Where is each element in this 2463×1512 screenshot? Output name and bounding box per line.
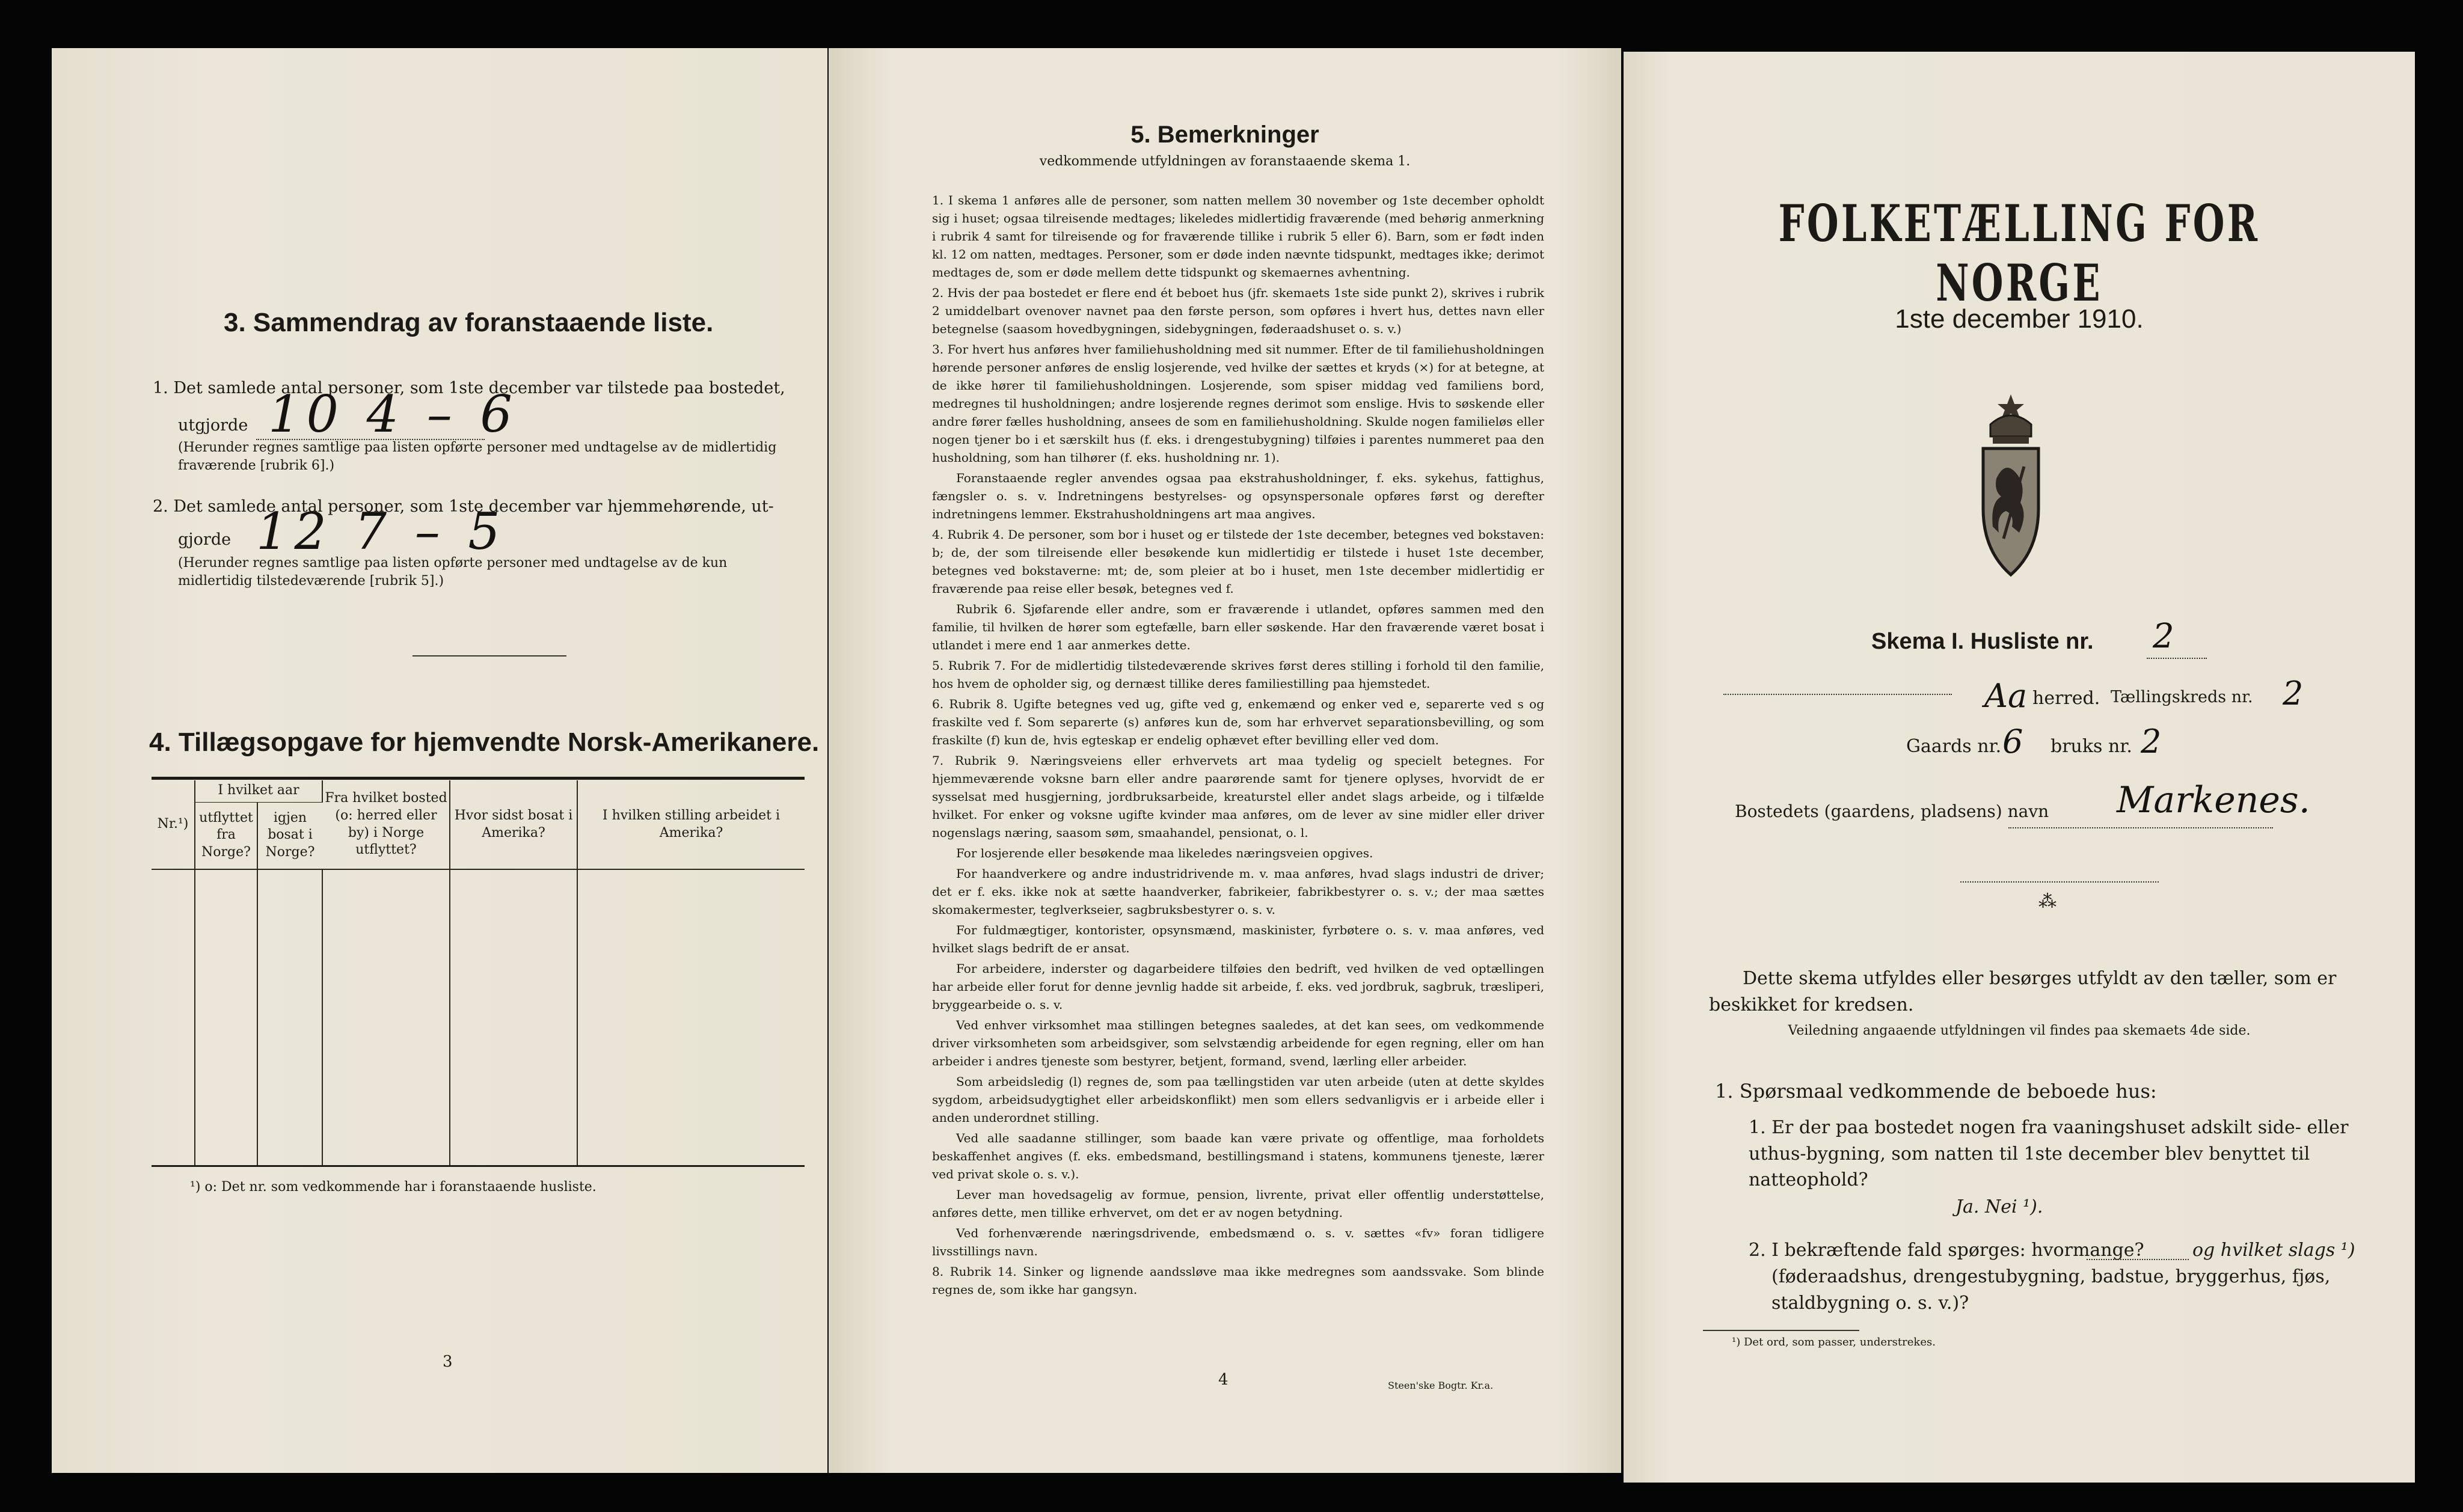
bosted-value: Markenes. bbox=[2117, 779, 2310, 821]
rule-3: 3. For hvert hus anføres hver familiehusholdning med sit nummer. Efter de til familiehusholdningen hørende personer anføres de enslig losjerende, ved hvilke der sættes et kryds (×) for at betegne, at de ikke hører til familiehusholdningen. Losjerende, som spiser middag ved familiens bord, medregnes til husholdningen; andre losjerende regnes derimot som enslige. Hvis to søskende eller andre fører fælles husholdning, ansees de som en familiehusholdning. Skulde nogen familieløs eller nogen tjener bo i et særskilt hus (f. eks. i drengestubygning) tilføies i parentes nummeret paa den husholdning, som han tilhører (f. eks. husholdning nr. 1). bbox=[932, 342, 1544, 465]
bosted-dotted bbox=[2008, 827, 2273, 828]
remarks-subtitle: vedkommende utfyldningen av foranstaaende skema 1. bbox=[1039, 154, 1411, 169]
rule-5: 5. Rubrik 7. For de midlertidig tilstedeværende skrives først deres stilling i forhold til den familie, hos hvem de opholder sig, og dernæst tillike deres familiestilling paa hjemstedet. bbox=[932, 658, 1544, 691]
rule-7j: Ved forhenværende næringsdrivende, embedsmænd o. s. v. sættes «fv» foran tidligere livsstillings navn. bbox=[932, 1226, 1544, 1258]
section3-item1-note: (Herunder regnes samtlige paa listen opførte personer med undtagelse av de midlertidig fraværende [rubrik 6].) bbox=[178, 440, 777, 473]
right-page bbox=[1624, 52, 2415, 1483]
rule-7d: For fuldmægtiger, kontorister, opsynsmænd, maskinister, fyrbøtere o. s. v. maa anføres, ved hvilket slags bedrift de er ansat. bbox=[932, 923, 1544, 955]
col-sidst-bosat: Hvor sidst bosat i Amerika? bbox=[450, 780, 577, 869]
coat-of-arms-icon bbox=[1972, 382, 2049, 587]
rule-7f: Ved enhver virksomhet maa stillingen betegnes saaledes, at det kan sees, om vedkommende driver virksomheten som arbeidsgiver, som selvstændig arbeidende for egen regning, eller om han arbeider i andres tjeneste som bestyrer, betjent, formand, svend, lærling eller arbeider. bbox=[932, 1018, 1544, 1068]
rule-7: 7. Rubrik 9. Næringsveiens eller erhvervets art maa tydelig og specielt betegnes. For hjemmeværende voksne barn eller andre paarørende samt for tjenere oplyses, hvorvidt de er sysselsat med husgjerning, jordbruksarbeide, kreaturstel eller andet slags arbeide, og i tilfælde hvilket. For enker og voksne ugifte kvinder maa anføres, om de lever av sine midler eller driver nogenslags næring, saasom søm, smaahandel, pensionat, o. l. bbox=[932, 753, 1544, 840]
remarks-rules bbox=[932, 191, 1544, 1301]
question-2-c: (føderaadshus, drengestubygning, badstue, bryggerhus, fjøs, staldbygning o. s. v.)? bbox=[1771, 1266, 2331, 1314]
right-footnote: ¹) Det ord, som passer, understrekes. bbox=[1732, 1336, 1936, 1348]
bruks-value: 2 bbox=[2141, 723, 2162, 761]
middle-page bbox=[829, 48, 1621, 1473]
remarks-title: 5. Bemerkninger bbox=[1130, 121, 1319, 148]
section3-item1-handwritten: 10 4 – 6 bbox=[268, 385, 518, 444]
col-fra-bosted: Fra hvilket bosted (o: herred eller by) i Norge utflyttet? bbox=[322, 780, 450, 869]
section3-item2-prefix: gjorde bbox=[178, 530, 232, 549]
rule-6: 6. Rubrik 8. Ugifte betegnes ved ug, gifte ved g, enkemænd og enker ved e, separerte ved s og fraskilte ved f. Som separerte (s) anføres kun de, som har erhvervet separationsbevilling, og som fraskilte (f) kun de, hvis egteskap er endelig ophævet efter bevilling eller ved dom. bbox=[932, 697, 1544, 747]
rule-7b: For losjerende eller besøkende maa likeledes næringsveien opgives. bbox=[956, 846, 1373, 860]
schema-dotted bbox=[2147, 658, 2207, 659]
rule-4: 4. Rubrik 4. De personer, som bor i huset og er tilstede der 1ste december, betegnes ved bokstaven: b; de, der som tilreisende eller besøkende kun midlertidig er tilstede i huset 1ste december, betegnes ved bokstaverne: mt; de, som pleier at bo i huset, men 1ste december midlertidig er fraværende paa reise eller besøk, betegnes ved f. bbox=[932, 527, 1544, 596]
census-date: 1ste december 1910. bbox=[1895, 304, 2144, 334]
rule-1: 1. I skema 1 anføres alle de personer, som natten mellem 30 november og 1ste december opholdt sig i huset; ogsaa tilreisende medtages; likeledes midlertidig fraværende (med behørig anmerkning i rubrik 4 samt for tilreisende og for fraværende tillike i rubrik 5 eller 6). Barn, som er født inden kl. 12 om natten, medtages. Personer, som er døde inden nævnte tidspunkt, medtages ikke; derimot medtages de, som er døde mellem dette tidspunkt og skemaernes avhentning. bbox=[932, 193, 1544, 280]
table-top-rule bbox=[152, 777, 805, 780]
rule-7i: Lever man hovedsagelig av formue, pension, livrente, privat eller offentlig understøttelse, anføres dette, men tillike erhvervet, om det er av nogen betydning. bbox=[932, 1187, 1544, 1220]
footnote-rule bbox=[1703, 1330, 1859, 1331]
section3-item2-handwritten: 12 7 – 5 bbox=[256, 502, 506, 561]
left-page bbox=[52, 48, 827, 1473]
schema-number: 2 bbox=[2153, 617, 2174, 656]
herred-label: herred. bbox=[2032, 688, 2100, 709]
question-1-answer: Ja. Nei ¹). bbox=[1955, 1196, 2043, 1217]
col-utflyttet: utflyttet fra Norge? bbox=[195, 802, 257, 869]
section4-title: 4. Tillægsopgave for hjemvendte Norsk-Amerikanere. bbox=[149, 727, 820, 757]
bosted-label: Bostedets (gaardens, pladsens) navn bbox=[1735, 801, 2049, 821]
kreds-value: 2 bbox=[2283, 675, 2304, 712]
herred-value: Aa bbox=[1984, 677, 2028, 715]
section-divider bbox=[413, 655, 566, 657]
gaards-label: Gaards nr. bbox=[1906, 736, 2002, 757]
gaards-value: 6 bbox=[2002, 723, 2023, 761]
section3-item1-text: 1. Det samlede antal personer, som 1ste december var tilstede paa bostedet, bbox=[153, 379, 785, 397]
col-nr: Nr.¹) bbox=[152, 780, 195, 869]
ornament-icon: ⁂ bbox=[2038, 891, 2057, 912]
question-1: 1. Er der paa bostedet nogen fra vaaningshuset adskilt side- eller uthus-bygning, som natten til 1ste december blev benyttet til natteophold? bbox=[1749, 1117, 2349, 1190]
rule-2: 2. Hvis der paa bostedet er flere end ét beboet hus (jfr. skemaets 1ste side punkt 2), skrives i rubrik 2 umiddelbart ovenover navnet paa den første person, som opføres i hvert hus, dettes navn eller betegnelse (saasom hovedbygningen, sidebygningen, føderaadshuset o. s. v.) bbox=[932, 286, 1544, 336]
page-number-left: 3 bbox=[443, 1353, 453, 1371]
table-bottom-rule bbox=[152, 1165, 805, 1167]
col-group-aar: I hvilket aar bbox=[195, 780, 322, 802]
norsk-amerikanere-table bbox=[152, 780, 805, 1165]
rule-7h: Ved alle saadanne stillinger, som baade kan være private og offentlige, maa forholdets beskaffenhet angives (f. eks. embedsmand, bestillingsmand i statens, kommunens tjeneste, lærer ved privat skole o. s. v.). bbox=[932, 1131, 1544, 1181]
kreds-label: Tællingskreds nr. bbox=[2111, 688, 2253, 706]
section3-item1-prefix: utgjorde bbox=[178, 416, 248, 435]
printer-mark: Steen'ske Bogtr. Kr.a. bbox=[1388, 1380, 1494, 1391]
page-number-middle: 4 bbox=[1218, 1371, 1228, 1389]
instruction-small: Veiledning angaaende utfyldningen vil findes paa skemaets 4de side. bbox=[1788, 1023, 2251, 1038]
section3-item2-note: (Herunder regnes samtlige paa listen opførte personer med undtagelse av de kun midlertidig tilstedeværende [rubrik 5].) bbox=[178, 556, 728, 589]
bruks-label: bruks nr. bbox=[2050, 736, 2132, 757]
section3-title: 3. Sammendrag av foranstaaende liste. bbox=[224, 308, 714, 337]
rule-7g: Som arbeidsledig (l) regnes de, som paa tællingstiden var uten arbeide (uten at dette skyldes sygdom, arbeidsudygtighet eller arbeidskonflikt) men som ellers sedvanligvis er i arbeide eller i anden underordnet stilling. bbox=[932, 1074, 1544, 1125]
question-2-a: 2. I bekræftende fald spørges: hvormange? bbox=[1749, 1240, 2144, 1261]
rule-7c: For haandverkere og andre industridrivende m. v. maa anføres, hvad slags industri de driver; det er f. eks. ikke nok at sætte haandverker, fabrikeier, fabrikbestyrer o. s. v.; der maa sættes skomakermester, teglverkseier, sagbruksbestyrer o. s. v. bbox=[932, 866, 1544, 917]
rule-3b: Foranstaaende regler anvendes ogsaa paa ekstrahusholdninger, f. eks. sykehus, fattighus, fængsler o. s. v. Indretningens bestyrelses- og opsynspersonale opføres først og derefter indretningens lemmer. Ekstrahusholdningens art maa angives. bbox=[932, 471, 1544, 521]
rule-8: 8. Rubrik 14. Sinker og lignende aandssløve maa ikke medregnes som aandssvake. Som blinde regnes de, som ikke har gangsyn. bbox=[932, 1264, 1544, 1297]
question-2-b: og hvilket slags ¹) bbox=[2192, 1240, 2355, 1261]
bosted-dotted-2 bbox=[1960, 881, 2159, 883]
col-igjen-bosat: igjen bosat i Norge? bbox=[257, 802, 322, 869]
census-title: FOLKETÆLLING FOR NORGE bbox=[1778, 194, 2260, 313]
section4-footnote: ¹) o: Det nr. som vedkommende har i foranstaaende husliste. bbox=[190, 1180, 597, 1195]
rule-7e: For arbeidere, inderster og dagarbeidere tilføies den bedrift, ved hvilken de ved optællingen har arbeide eller forut for denne jevnlig hadde sit arbeide, f. eks. ved jordbruk, sagbruk, træsliperi, bryggearbeide o. s. v. bbox=[932, 961, 1544, 1012]
section3-item2-text: 2. Det samlede antal personer, som 1ste december var hjemmehørende, ut- bbox=[153, 497, 774, 516]
instruction-text: Dette skema utfyldes eller besørges utfyldt av den tæller, som er beskikket for kredsen. bbox=[1709, 968, 2337, 1015]
schema-label: Skema I. Husliste nr. bbox=[1871, 629, 2094, 654]
rule-4b: Rubrik 6. Sjøfarende eller andre, som er fraværende i utlandet, opføres sammen med den familie, til hvilken de hører som egtefælle, barn eller søskende. Har den fraværende været bosat i utlandet i mere end 1 aar anmerkes dette. bbox=[932, 602, 1544, 652]
herred-dotted bbox=[1723, 694, 1952, 695]
question-heading: 1. Spørsmaal vedkommende de beboede hus: bbox=[1715, 1080, 2157, 1103]
q2-dotted bbox=[2087, 1259, 2189, 1260]
col-stilling: I hvilken stilling arbeidet i Amerika? bbox=[577, 780, 805, 869]
